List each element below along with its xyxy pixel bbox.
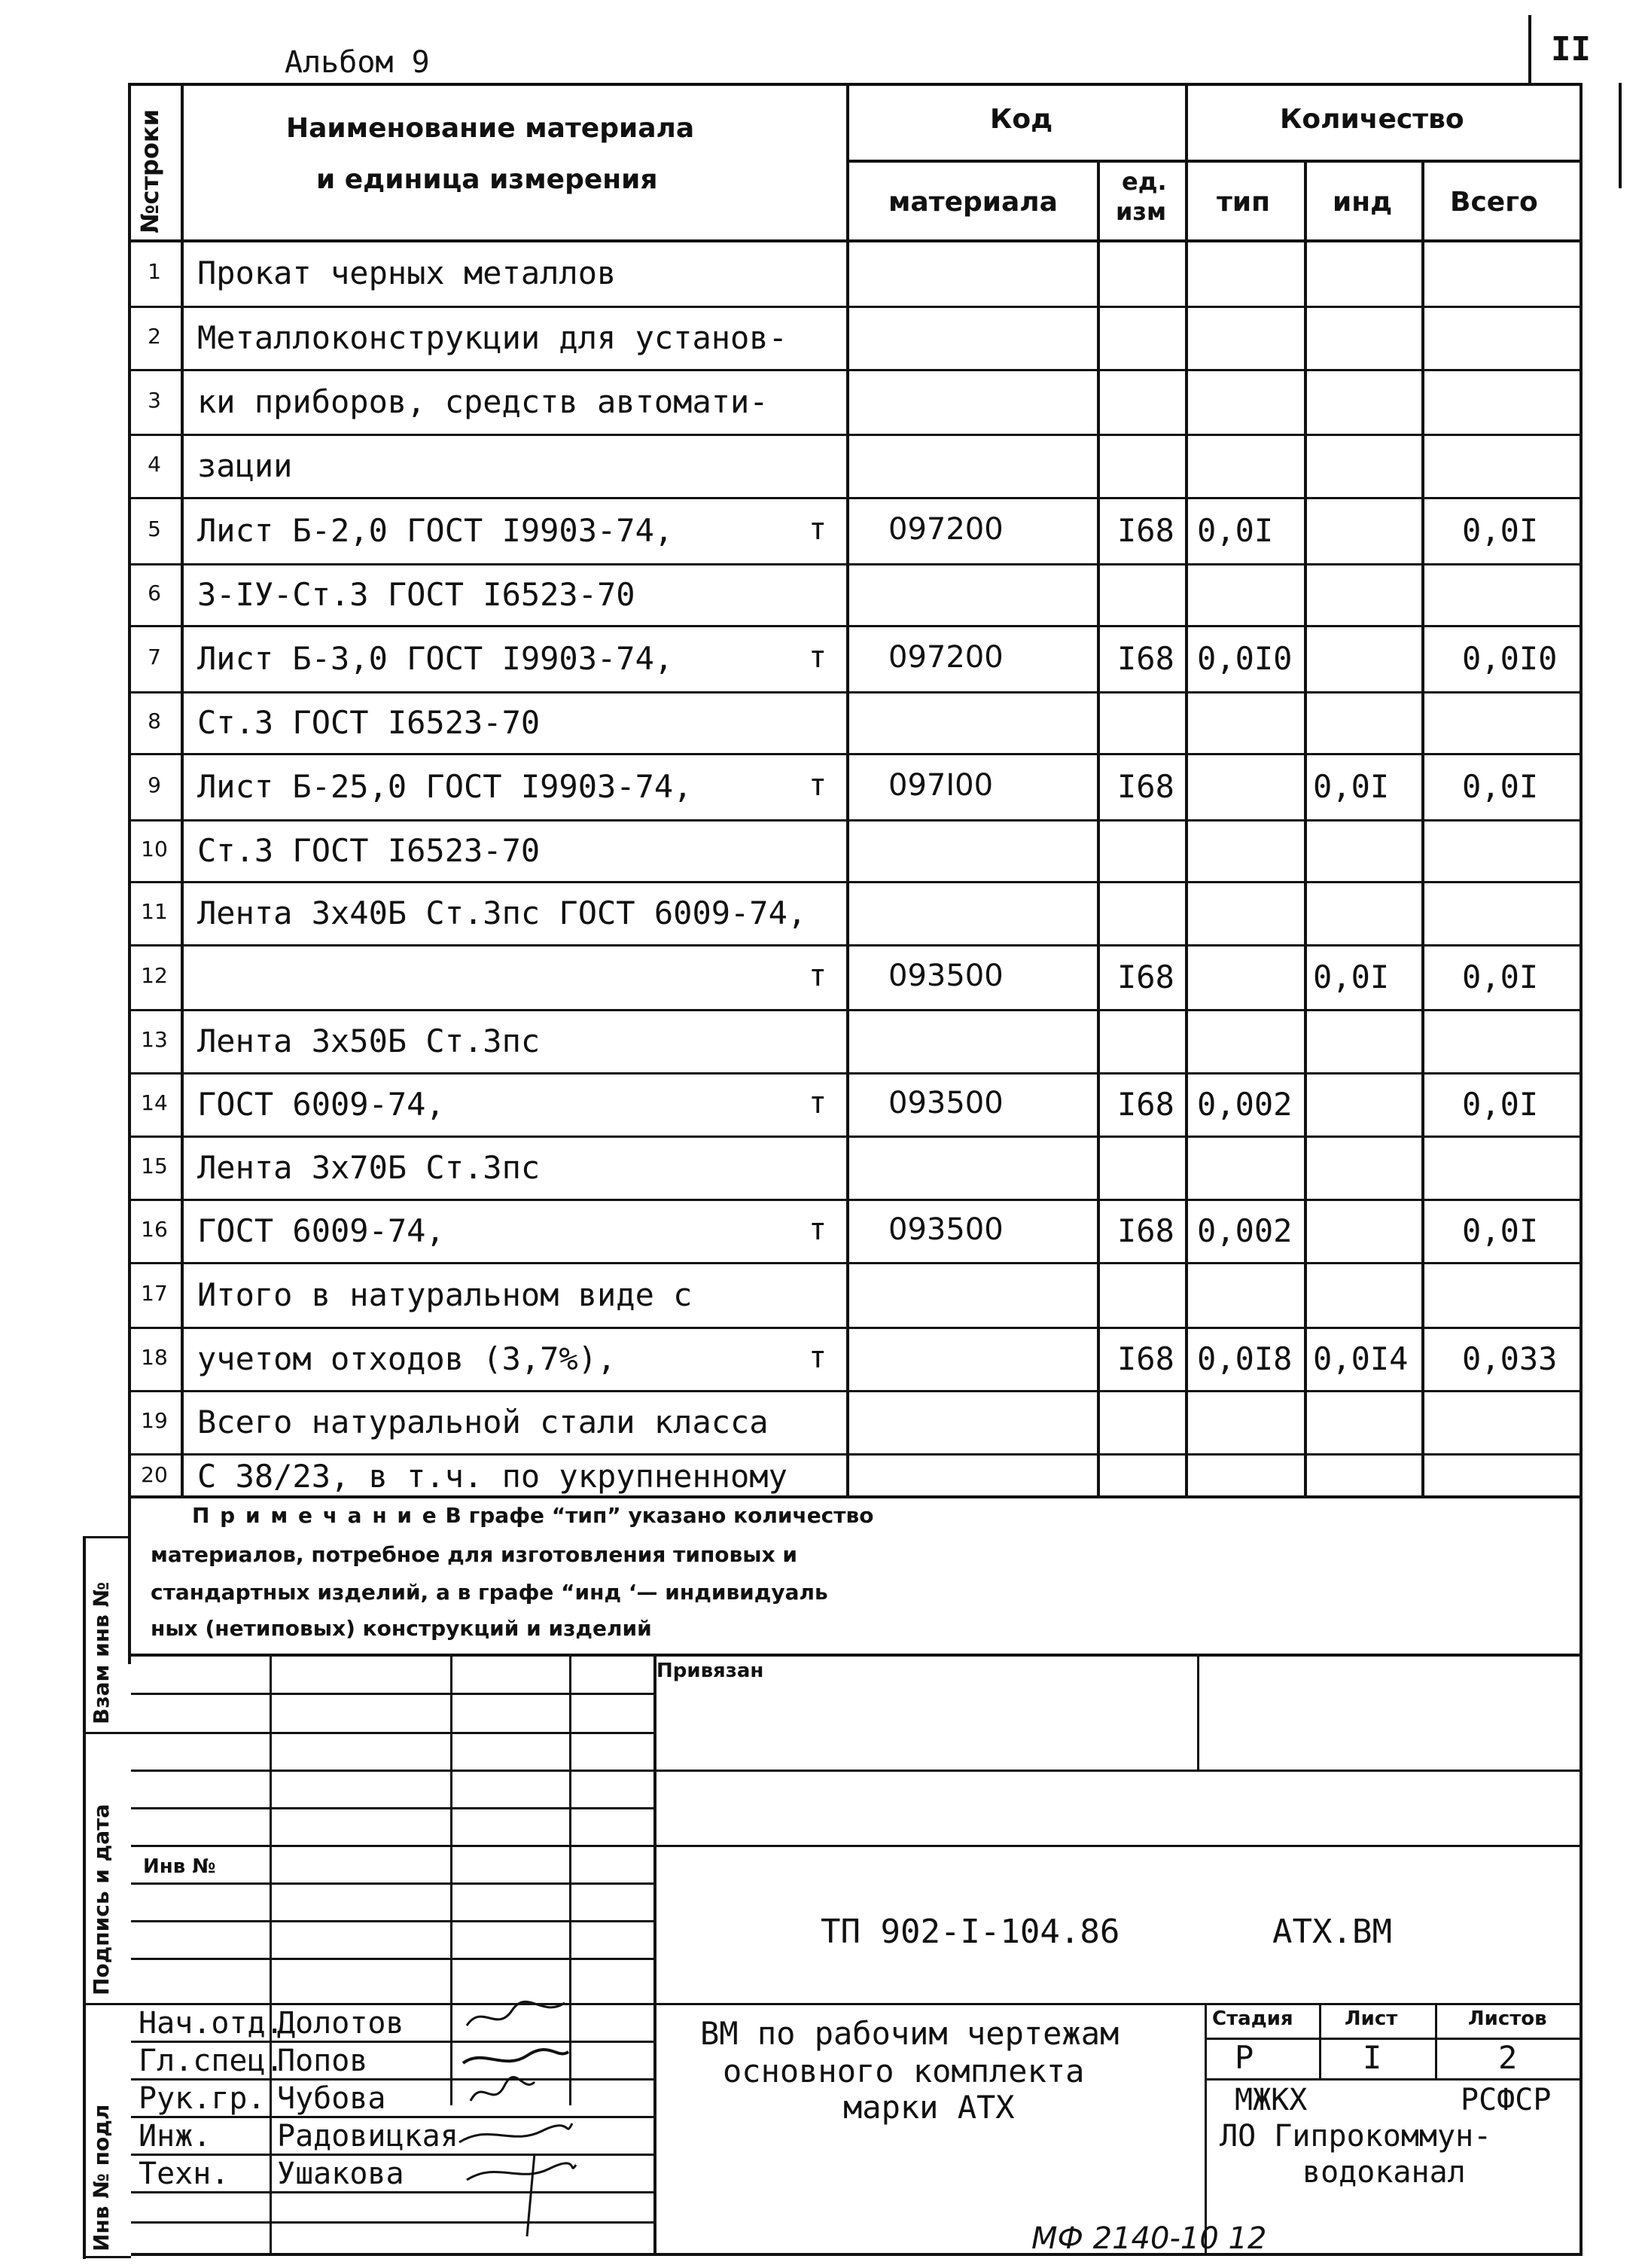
- cell-name: зации: [197, 447, 293, 484]
- signatory-name: Попов: [277, 2044, 368, 2078]
- row-number: 9: [148, 773, 161, 797]
- cell-ed: I68: [1117, 1212, 1174, 1249]
- inv-no-label: Инв №: [143, 1855, 216, 1878]
- doc-mark: АТХ.ВМ: [1272, 1913, 1392, 1951]
- note-title: П р и м е ч а н и е: [192, 1503, 438, 1528]
- cell-name: Лента 3х40Б Ст.3пс ГОСТ 6009-74,: [197, 895, 807, 931]
- title-line3: марки АТХ: [843, 2089, 1015, 2126]
- cell-ind: 0,0I: [1313, 768, 1390, 805]
- sidebar-inv-podl: Инв № подл: [89, 2104, 114, 2251]
- cell-ed: I68: [1117, 1340, 1174, 1377]
- col-total: Всего: [1450, 187, 1538, 218]
- margin-mark: [1619, 83, 1622, 188]
- row-number: 11: [141, 899, 168, 924]
- title-line1: ВМ по рабочим чертежам: [700, 2015, 1120, 2052]
- cell-total: 0,0I0: [1462, 640, 1558, 677]
- page-number: II: [1551, 30, 1591, 69]
- cell-code: 097200: [888, 640, 1004, 675]
- cell-unit: т: [809, 512, 827, 547]
- col-ind: инд: [1333, 187, 1393, 218]
- signatory-role: Нач.отд.: [139, 2006, 284, 2041]
- cell-unit: т: [809, 1340, 827, 1375]
- signatory-name: Ушакова: [277, 2157, 404, 2191]
- cell-unit: т: [809, 959, 827, 993]
- cell-name: учетом отходов (3,7%),: [197, 1340, 617, 1377]
- row-number: 10: [141, 837, 168, 861]
- cell-name: Ст.3 ГОСТ I6523-70: [197, 704, 541, 741]
- sidebar-podpis: Подпись и дата: [89, 1803, 114, 1995]
- signatory-name: Чубова: [277, 2081, 386, 2116]
- note-line3: стандартных изделий, а в графе “инд ‘— индивидуаль: [151, 1580, 828, 1605]
- cell-tip: 0,0I0: [1197, 640, 1293, 677]
- cell-name: С 38/23, в т.ч. по укрупненному: [197, 1458, 787, 1495]
- cell-ed: I68: [1117, 1086, 1174, 1123]
- cell-total: 0,0I: [1462, 768, 1539, 805]
- cell-code: 093500: [888, 959, 1004, 993]
- col-name-line1: Наименование материала: [286, 113, 695, 144]
- col-tip: тип: [1217, 187, 1270, 218]
- cell-tip: 0,0I8: [1197, 1340, 1293, 1377]
- cell-total: 0,0I: [1462, 512, 1539, 549]
- cell-tip: 0,002: [1197, 1212, 1293, 1249]
- cell-unit: т: [809, 768, 827, 803]
- cell-ind: 0,0I: [1313, 959, 1390, 995]
- cell-unit: т: [809, 1086, 827, 1120]
- col-unit-line1: ед.: [1122, 167, 1167, 196]
- col-material: материала: [888, 187, 1058, 218]
- row-number: 17: [141, 1281, 168, 1306]
- handwritten-code: МФ 2140-10 12: [1031, 2221, 1267, 2256]
- sheets-value: 2: [1498, 2039, 1518, 2076]
- cell-name: Итого в натуральном виде с: [197, 1276, 693, 1313]
- note-line2: материалов, потребное для изготовления типовых и: [151, 1542, 797, 1567]
- org-line1b: РСФСР: [1461, 2083, 1552, 2117]
- row-number: 3: [148, 388, 161, 413]
- privyazan-label: Привязан: [656, 1660, 764, 1682]
- cell-unit: т: [809, 640, 827, 675]
- cell-code: 097200: [888, 512, 1004, 547]
- signatory-name: Радовицкая: [277, 2119, 458, 2154]
- cell-name: ГОСТ 6009-74,: [197, 1086, 445, 1123]
- row-number: 5: [148, 517, 161, 541]
- row-number: 8: [148, 709, 161, 733]
- cell-total: 0,033: [1462, 1340, 1558, 1377]
- cell-name: Лист Б-3,0 ГОСТ I9903-74,: [197, 640, 674, 677]
- signatory-name: Долотов: [277, 2006, 404, 2041]
- cell-name: Ст.3 ГОСТ I6523-70: [197, 832, 541, 869]
- stage-label: Стадия: [1212, 2007, 1293, 2030]
- signatures: [452, 1988, 580, 2259]
- col-code: Код: [990, 104, 1053, 135]
- album-label: Альбом 9: [285, 45, 430, 80]
- row-number: 15: [141, 1154, 168, 1178]
- sheet-label: Лист: [1345, 2007, 1398, 2030]
- row-number: 12: [141, 963, 168, 988]
- row-number: 7: [148, 645, 161, 669]
- signatory-role: Техн.: [139, 2157, 230, 2191]
- row-number: 14: [141, 1090, 168, 1115]
- row-number: 19: [141, 1408, 168, 1433]
- cell-name: Лента 3х50Б Ст.3пс: [197, 1023, 541, 1059]
- sheets-label: Листов: [1468, 2007, 1547, 2030]
- org-line1: МЖКХ: [1235, 2083, 1308, 2117]
- cell-ed: I68: [1117, 768, 1174, 805]
- title-line2: основного комплекта: [723, 2053, 1085, 2090]
- cell-code: 093500: [888, 1086, 1004, 1120]
- sheet-value: I: [1363, 2039, 1382, 2076]
- row-number: 4: [148, 452, 161, 477]
- signatory-role: Инж.: [139, 2119, 212, 2154]
- col-row-no: №строки: [136, 108, 164, 233]
- cell-ed: I68: [1117, 512, 1174, 549]
- cell-ed: I68: [1117, 959, 1174, 995]
- cell-unit: т: [809, 1212, 827, 1247]
- row-number: 6: [148, 581, 161, 605]
- row-number: 16: [141, 1217, 168, 1242]
- cell-total: 0,0I: [1462, 1212, 1539, 1249]
- col-quantity: Количество: [1280, 104, 1464, 135]
- cell-code: 093500: [888, 1212, 1004, 1247]
- col-name-line2: и единица измерения: [316, 164, 658, 195]
- cell-name: Металлоконструкции для установ-: [197, 319, 787, 356]
- cell-code: 097I00: [888, 768, 994, 803]
- cell-name: Прокат черных металлов: [197, 255, 617, 291]
- org-line2: ЛО Гипрокоммун-: [1220, 2119, 1492, 2154]
- cell-tip: 0,002: [1197, 1086, 1293, 1123]
- note-line1: В графе “тип” указано количество: [445, 1503, 874, 1528]
- cell-total: 0,0I: [1462, 1086, 1539, 1123]
- cell-ed: I68: [1117, 640, 1174, 677]
- signatory-role: Гл.спец.: [139, 2044, 284, 2078]
- cell-name: 3-IУ-Ст.3 ГОСТ I6523-70: [197, 576, 635, 613]
- cell-name: Лист Б-2,0 ГОСТ I9903-74,: [197, 512, 674, 549]
- cell-name: Лента 3х70Б Ст.3пс: [197, 1149, 541, 1186]
- cell-name: Лист Б-25,0 ГОСТ I9903-74,: [197, 768, 693, 805]
- row-number: 13: [141, 1027, 168, 1052]
- row-number: 1: [148, 259, 161, 284]
- cell-tip: 0,0I: [1197, 512, 1274, 549]
- cell-name: ки приборов, средств автомати-: [197, 383, 769, 420]
- signatory-role: Рук.гр.: [139, 2081, 266, 2116]
- row-number: 2: [148, 324, 161, 349]
- stage-value: Р: [1235, 2039, 1254, 2076]
- row-number: 20: [141, 1462, 168, 1487]
- cell-total: 0,0I: [1462, 959, 1539, 995]
- cell-ind: 0,0I4: [1313, 1340, 1409, 1377]
- page-number-bracket: [1528, 15, 1531, 83]
- cell-name: Всего натуральной стали класса: [197, 1404, 769, 1440]
- org-line3: водоканал: [1302, 2155, 1466, 2190]
- cell-name: ГОСТ 6009-74,: [197, 1212, 445, 1249]
- row-number: 18: [141, 1345, 168, 1370]
- sidebar-vzam: Взам инв №: [89, 1581, 114, 1724]
- doc-code: ТП 902-I-104.86: [821, 1913, 1120, 1951]
- col-unit-line2: изм: [1116, 197, 1167, 226]
- note-line4: ных (нетиповых) конструкций и изделий: [151, 1616, 652, 1641]
